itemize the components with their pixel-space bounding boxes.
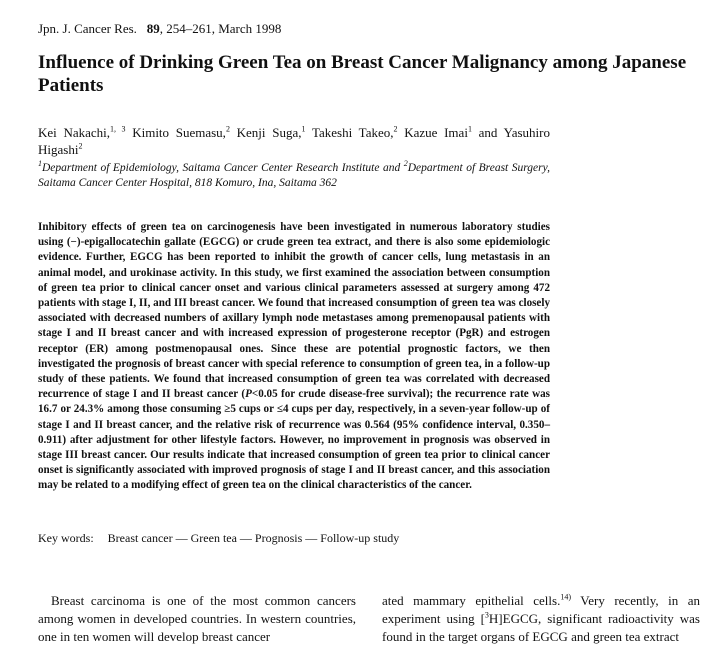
author-affil-sup: 1, 3 [110,124,126,134]
author-name: Kei Nakachi, [38,125,111,140]
affiliation-1: Department of Epidemiology, Saitama Cancer Center Research Institute and [42,162,404,174]
affil-sup: 1 [38,159,42,169]
paper-title: Influence of Drinking Green Tea on Breast Cancer Malignancy among Japanese Patients [38,52,687,96]
author-affil-sup: 2 [393,124,398,134]
journal-pages-date: , 254–261, March 1998 [159,21,282,36]
author-affil-sup: 2 [78,141,83,151]
author-name: Takeshi Takeo, [311,125,394,140]
body-text: ated mammary epithelial cells. [382,593,561,608]
abstract-text-2: <0.05 for crude disease-free survival); the recurrence rate was 16.7 or 24.3% among those consuming ≥5 cups or ≤4 cups per day, respectively, in a seven-year follow-up of stage I and II breast cancer, and the relative risk of recurrence was 0.564 (95% confidence interval, 0.350–0.911) after adjustment for other lifestyle factors. However, no improvement in prognosis was observed in stage III breast cancer. Our results indicate that increased consumption of green tea prior to clinical cancer onset is significantly associated with improved prognosis of stage I and II breast cancer, and this association may be related to a modifying effect of green tea on the clinical characteristics of the cancer. [38,388,550,492]
journal-volume: 89 [146,21,160,36]
body-column-left [38,592,356,646]
author-name: and Yasuhiro Higashi [38,125,550,157]
isotope-sup: 3 [484,610,489,620]
reference-sup: 14) [560,592,571,602]
author-name: Kimito Suemasu, [132,125,226,140]
keywords-label: Key words: [38,531,94,545]
keywords-text: Breast cancer — Green tea — Prognosis — Follow-up study [107,531,400,545]
author-affil-sup: 1 [467,124,472,134]
author-list [38,124,550,158]
body-text: Very recently, in an experiment using [ [382,593,700,626]
author-affil-sup: 2 [225,124,230,134]
body-text: H]EGCG, significant radioactivity was found in the target organs of EGCG and green tea extract [382,611,700,644]
keywords [38,531,658,546]
affil-sup: 2 [403,159,408,169]
affiliations [38,161,550,191]
body-column-right [382,592,700,646]
author-affil-sup: 1 [301,124,306,134]
abstract-p-italic: P [245,388,252,401]
body-paragraph: Breast carcinoma is one of the most common cancers among women in developed countries. In western countries, one in ten women will develop breast cancer [38,593,356,644]
abstract-text-1: Inhibitory effects of green tea on carcinogenesis have been investigated in numerous laboratory studies using (−)-epigallocatechin gallate (EGCG) or crude green tea extract, and there is also some epidemiologic evidence. Further, EGCG has been reported to inhibit the growth of cancer cells, lung metastasis in an animal model, and urokinase activity. In this study, we first examined the association between consumption of green tea prior to clinical cancer onset and various clinical parameters assessed at surgery among 472 patients with stage I, II, and III breast cancer. We found that increased consumption of green tea was closely associated with decreased numbers of axillary lymph node metastases among premenopausal patients with stage I and II breast cancer and with increased expression of progesterone receptor (PgR) and estrogen receptor (ER) among postmenopausal ones. Since these are potential prognostic factors, we then investigated the prognosis of breast cancer with special reference to consumption of green tea, in a follow-up study of these patients. We found that increased consumption of green tea was correlated with decreased recurrence of stage I and II breast cancer ( [38,221,550,401]
affiliation-2: Department of Breast Surgery, Saitama Cancer Center Hospital, 818 Komuro, Ina, Saitama 362 [38,162,550,189]
author-name: Kenji Suga, [236,125,302,140]
journal-citation [38,21,281,37]
author-name: Kazue Imai [404,125,468,140]
body-paragraph [382,592,700,646]
abstract [38,220,550,494]
journal-name: Jpn. J. Cancer Res. [38,21,137,36]
